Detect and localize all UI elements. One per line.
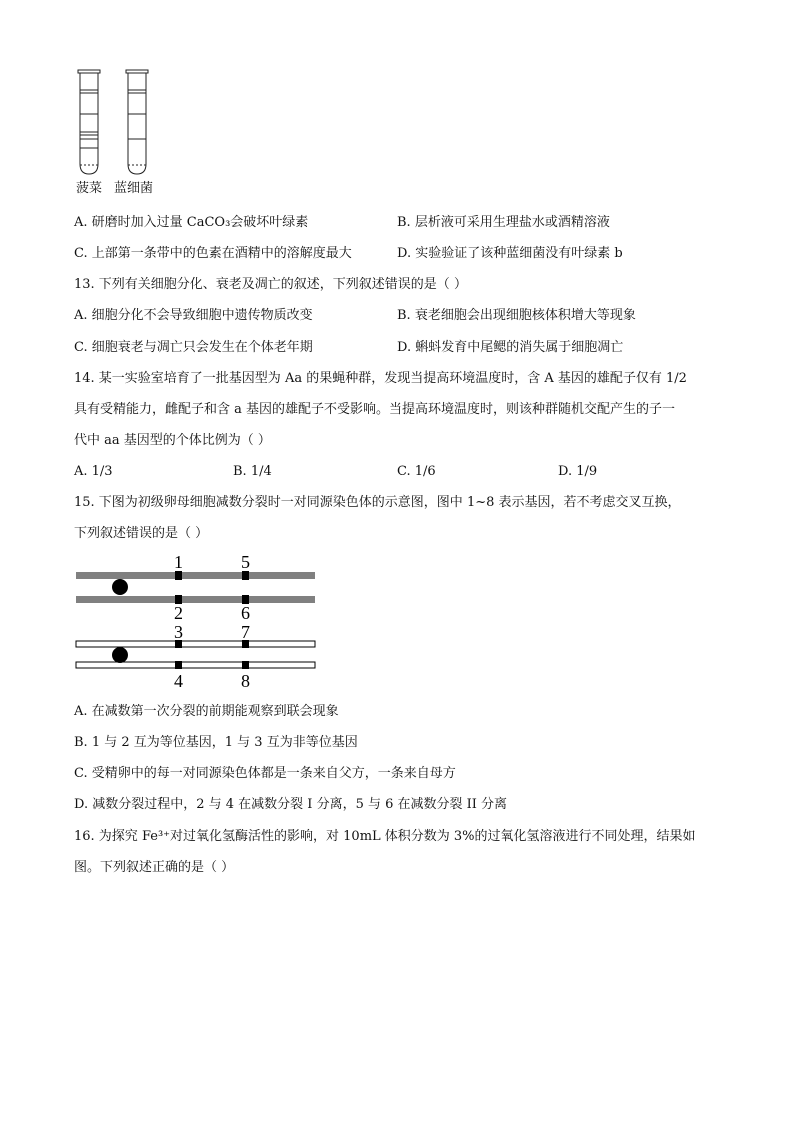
chromatid-white-top: [76, 641, 315, 647]
chromatid-white-bottom: [76, 662, 315, 668]
gene-locus-4: [175, 661, 182, 669]
gene-label-3: 3: [174, 622, 183, 642]
gene-label-4: 4: [174, 671, 183, 691]
q13-option-d: D. 蝌蚪发育中尾鳃的消失属于细胞凋亡: [397, 340, 624, 355]
q12-option-b: B. 层析液可采用生理盐水或酒精溶液: [397, 215, 610, 230]
q14-stem-line2: 具有受精能力，雌配子和含 a 基因的雄配子不受影响。当提高环境温度时，则该种群随机交配产生的子一: [74, 402, 676, 417]
q15-stem-line2: 下列叙述错误的是（ ）: [74, 526, 209, 541]
q15-option-d: D. 减数分裂过程中，2 与 4 在减数分裂 I 分离，5 与 6 在减数分裂 II 分离: [74, 797, 508, 812]
q12-option-a: A. 研磨时加入过量 CaCO₃会破坏叶绿素: [74, 215, 309, 230]
gene-label-6: 6: [241, 603, 250, 623]
q14-option-d: D. 1/9: [558, 464, 598, 479]
q16-stem-line2: 图。下列叙述正确的是（ ）: [74, 860, 235, 875]
q13-option-a: A. 细胞分化不会导致细胞中遗传物质改变: [74, 308, 313, 323]
q16-stem-line1: 16. 为探究 Fe³⁺对过氧化氢酶活性的影响，对 10mL 体积分数为 3%的过氧化氢溶液进行不同处理，结果如: [74, 829, 696, 844]
gene-label-1: 1: [174, 552, 183, 572]
q15-option-b: B. 1 与 2 互为等位基因，1 与 3 互为非等位基因: [74, 735, 358, 750]
gene-label-8: 8: [241, 671, 250, 691]
tube-label-spinach: 菠菜: [76, 181, 103, 196]
centromere-white: [112, 647, 128, 663]
q15-stem-line1: 15. 下图为初级卵母细胞减数分裂时一对同源染色体的示意图，图中 1~8 表示基因，若不考虑交叉互换，: [74, 495, 681, 510]
gene-label-2: 2: [174, 603, 183, 623]
gene-label-5: 5: [241, 552, 250, 572]
gene-locus-8: [242, 661, 249, 669]
q15-option-c: C. 受精卵中的每一对同源染色体都是一条来自父方，一条来自母方: [74, 766, 456, 781]
gene-label-7: 7: [241, 622, 250, 642]
q14-stem-line1: 14. 某一实验室培育了一批基因型为 Aa 的果蝇种群，发现当提高环境温度时，含 A 基因的雄配子仅有 1/2: [74, 371, 687, 386]
q14-option-a: A. 1/3: [74, 464, 113, 479]
q14-stem-line3: 代中 aa 基因型的个体比例为（ ）: [74, 433, 271, 448]
q13-option-c: C. 细胞衰老与凋亡只会发生在个体老年期: [74, 340, 313, 355]
cyanobacteria-tube: [126, 70, 148, 174]
tube-label-cyanobacteria: 蓝细菌: [114, 181, 154, 196]
centromere-grey: [112, 579, 128, 595]
chromatography-tubes-figure: [70, 66, 170, 181]
q12-option-d: D. 实验验证了该种蓝细菌没有叶绿素 b: [397, 246, 623, 261]
chromatid-grey-top: [76, 572, 315, 579]
spinach-tube: [78, 70, 100, 174]
q13-option-b: B. 衰老细胞会出现细胞核体积增大等现象: [397, 308, 636, 323]
q14-option-c: C. 1/6: [397, 464, 436, 479]
q12-option-c: C. 上部第一条带中的色素在酒精中的溶解度最大: [74, 246, 352, 261]
q13-stem: 13. 下列有关细胞分化、衰老及凋亡的叙述，下列叙述错误的是（ ）: [74, 277, 467, 292]
q14-option-b: B. 1/4: [233, 464, 272, 479]
homologous-chromosomes-diagram: [70, 552, 330, 692]
q15-option-a: A. 在减数第一次分裂的前期能观察到联会现象: [74, 704, 339, 719]
gene-locus-1: [175, 571, 182, 580]
gene-locus-5: [242, 571, 249, 580]
chromatid-grey-bottom: [76, 596, 315, 603]
